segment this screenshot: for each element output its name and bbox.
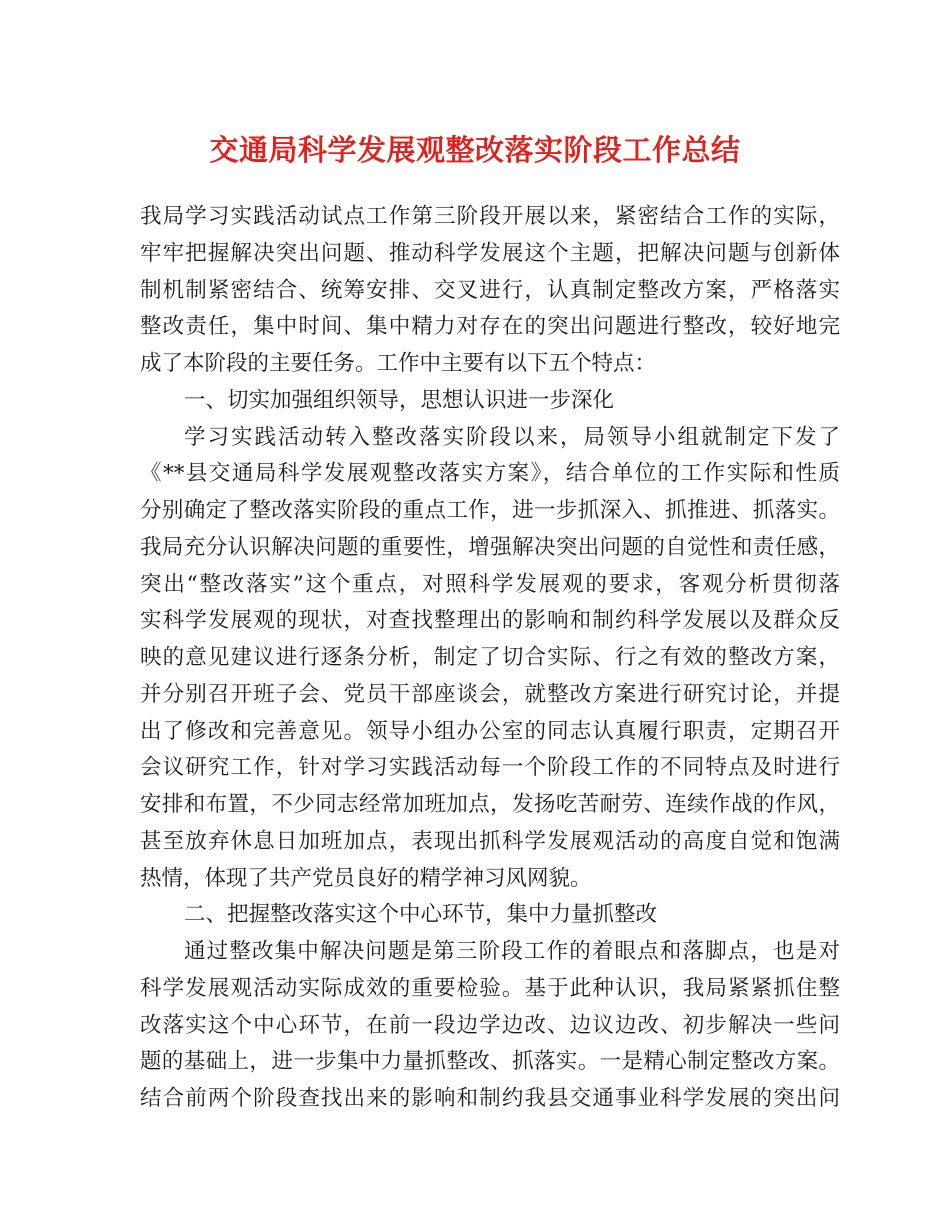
body-line: 《**县交通局科学发展观整改落实方案》，结合单位的工作实际和性质 bbox=[140, 461, 840, 486]
body-line: 会议研究工作，针对学习实践活动每一个阶段工作的不同特点及时进行 bbox=[140, 755, 840, 780]
body-line: 甚至放弃休息日加班加点，表现出抓科学发展观活动的高度自觉和饱满 bbox=[140, 829, 840, 854]
body-line: 并分别召开班子会、党员干部座谈会，就整改方案进行研究讨论，并提 bbox=[140, 682, 840, 707]
body-line: 突出“整改落实”这个重点，对照科学发展观的要求，客观分析贯彻落 bbox=[140, 572, 840, 597]
body-line: 我局学习实践活动试点工作第三阶段开展以来，紧密结合工作的实际， bbox=[140, 204, 840, 229]
body-line: 我局充分认识解决问题的重要性，增强解决突出问题的自觉性和责任感， bbox=[140, 535, 840, 560]
body-line: 实科学发展观的现状，对查找整理出的影响和制约科学发展以及群众反 bbox=[140, 608, 840, 633]
body-line: 学习实践活动转入整改落实阶段以来，局领导小组就制定下发了 bbox=[184, 425, 840, 450]
body-line: 整改责任，集中时间、集中精力对存在的突出问题进行整改，较好地完 bbox=[140, 314, 840, 339]
body-line: 制机制紧密结合、统筹安排、交叉进行，认真制定整改方案，严格落实 bbox=[140, 278, 840, 303]
body-line: 热情，体现了共产党员良好的精学神习风网貌。 bbox=[140, 866, 592, 891]
body-line: 结合前两个阶段查找出来的影响和制约我县交通事业科学发展的突出问 bbox=[140, 1086, 840, 1111]
body-line: 出了修改和完善意见。领导小组办公室的同志认真履行职责，定期召开 bbox=[140, 719, 840, 744]
body-line: 映的意见建议进行逐条分析，制定了切合实际、行之有效的整改方案， bbox=[140, 645, 840, 670]
body-line: 改落实这个中心环节，在前一段边学边改、边议边改、初步解决一些问 bbox=[140, 1013, 840, 1038]
section-heading: 二、把握整改落实这个中心环节，集中力量抓整改 bbox=[184, 902, 658, 927]
document-title: 交通局科学发展观整改落实阶段工作总结 bbox=[209, 133, 741, 167]
section-heading: 一、切实加强组织领导，思想认识进一步深化 bbox=[184, 388, 615, 413]
body-line: 安排和布置，不少同志经常加班加点，发扬吃苦耐劳、连续作战的作风， bbox=[140, 792, 840, 817]
body-line: 成了本阶段的主要任务。工作中主要有以下五个特点： bbox=[140, 351, 657, 376]
body-line: 通过整改集中解决问题是第三阶段工作的着眼点和落脚点，也是对 bbox=[184, 939, 840, 964]
body-line: 牢牢把握解决突出问题、推动科学发展这个主题，把解决问题与创新体 bbox=[140, 241, 840, 266]
body-line: 分别确定了整改落实阶段的重点工作，进一步抓深入、抓推进、抓落实。 bbox=[140, 498, 840, 523]
body-line: 题的基础上，进一步集中力量抓整改、抓落实。一是精心制定整改方案。 bbox=[140, 1049, 840, 1074]
body-line: 科学发展观活动实际成效的重要检验。基于此种认识，我局紧紧抓住整 bbox=[140, 976, 840, 1001]
